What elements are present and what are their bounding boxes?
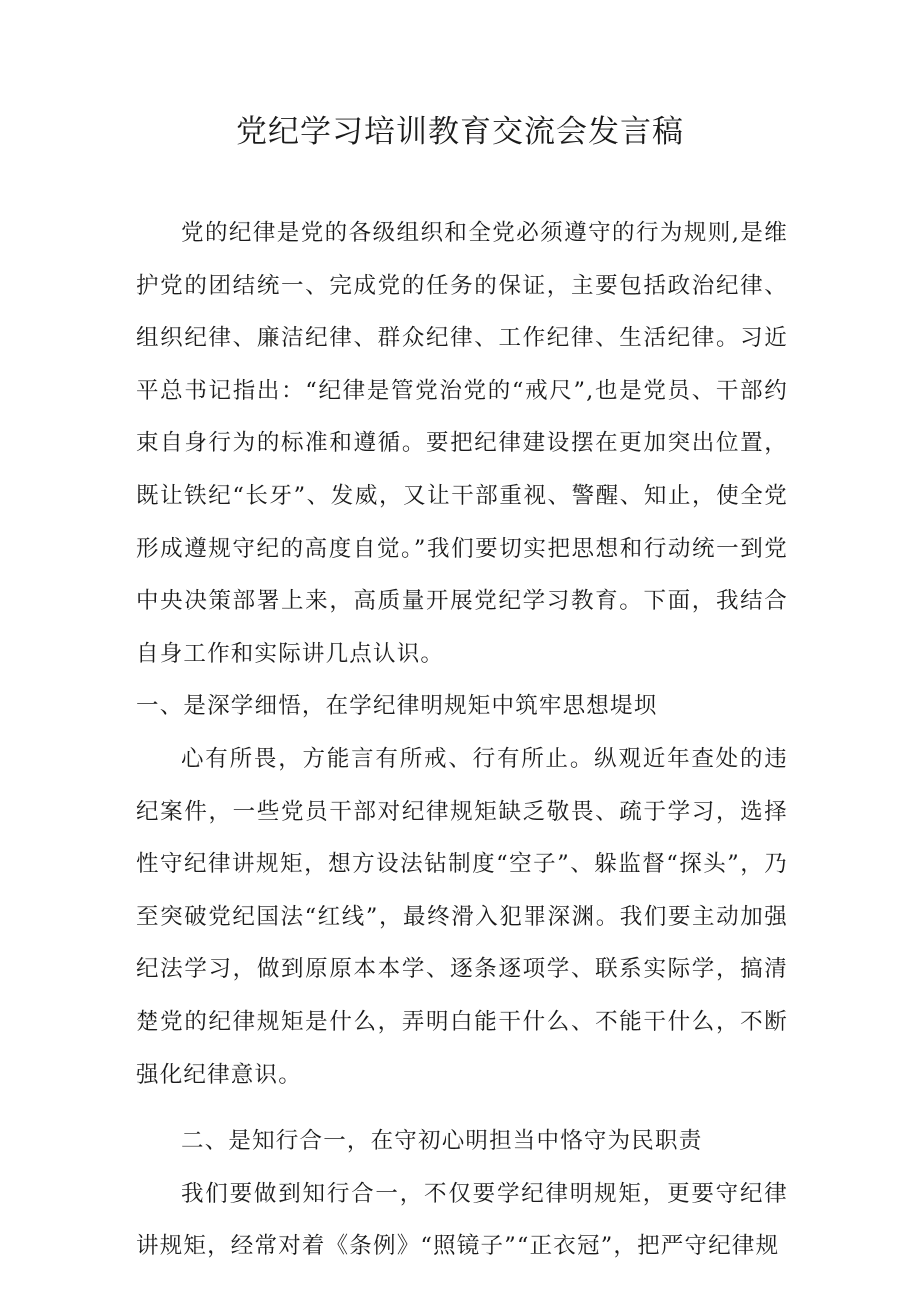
section-2-paragraph: 我们要做到知行合一，不仅要学纪律明规矩，更要守纪律讲规矩，经常对着《条例》“照镜子”“正衣冠”，把严守纪律规 bbox=[136, 1180, 788, 1260]
document-body bbox=[136, 207, 788, 1273]
document-title: 党纪学习培训教育交流会发言稿 bbox=[236, 114, 684, 150]
section-2-heading: 二、是知行合一，在守初心明担当中恪守为民职责 bbox=[181, 1128, 703, 1155]
section-spacer bbox=[136, 1101, 788, 1115]
intro-paragraph: 党的纪律是党的各级组织和全党必须遵守的行为规则,是维护党的团结统一、完成党的任务的保证，主要包括政治纪律、组织纪律、廉洁纪律、群众纪律、工作纪律、生活纪律。习近平总书记指出：“纪律是管党治党的“戒尺”,也是党员、干部约束自身行为的标准和遵循。要把纪律建设摆在更加突出位置，既让铁纪“长牙”、发威，又让干部重视、警醒、知止，使全党形成遵规守纪的高度自觉。”我们要切实把思想和行动统一到党中央决策部署上来，高质量开展党纪学习教育。下面，我结合自身工作和实际讲几点认识。 bbox=[136, 220, 788, 667]
section-1-paragraph: 心有所畏，方能言有所戒、行有所止。纵观近年查处的违纪案件，一些党员干部对纪律规矩缺乏敬畏、疏于学习，选择性守纪律讲规矩，想方设法钻制度“空子”、躲监督“探头”，乃至突破党纪国法“红线”，最终滑入犯罪深渊。我们要主动加强纪法学习，做到原原本本学、逐条逐项学、联系实际学，搞清楚党的纪律规矩是什么，弄明白能干什么、不能干什么，不断强化纪律意识。 bbox=[136, 745, 788, 1088]
section-1-heading: 一、是深学细悟，在学纪律明规矩中筑牢思想堤坝 bbox=[136, 693, 658, 720]
